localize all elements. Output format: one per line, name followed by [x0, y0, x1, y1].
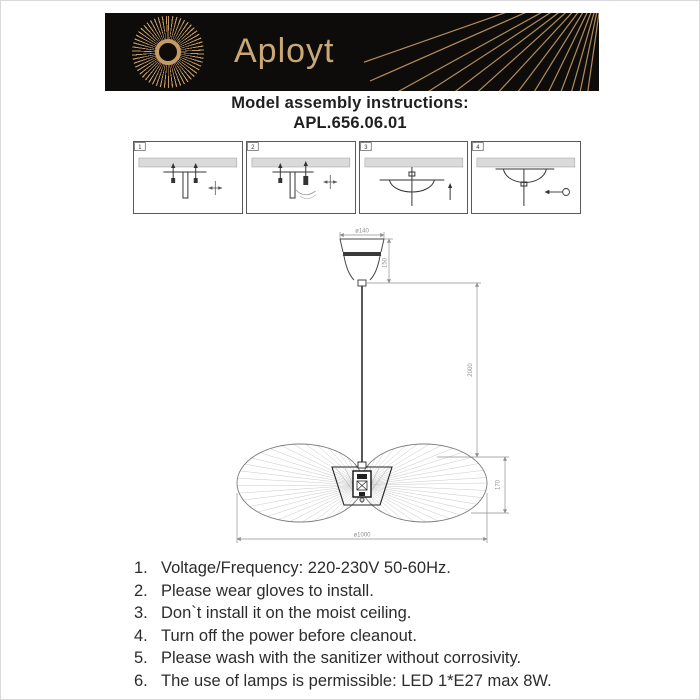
- assembly-step-1-diagram: [134, 142, 242, 213]
- ceiling-surface: [139, 158, 237, 167]
- item-text: Turn off the power before cleanout.: [161, 626, 417, 645]
- item-number: 6.: [134, 671, 148, 690]
- pendant-lamp-drawing: [141, 227, 571, 551]
- dim-canopy-height: 150: [382, 257, 389, 269]
- assembly-step-3-diagram: [360, 142, 468, 213]
- item-number: 1.: [134, 559, 148, 577]
- step-number-badge: 3: [363, 144, 368, 152]
- title-block: [1, 94, 699, 133]
- item-number: 2.: [134, 581, 148, 600]
- assembly-step-panel-2: [246, 141, 356, 214]
- list-item: [134, 670, 584, 693]
- list-item: [134, 625, 584, 648]
- socket-assembly: [332, 462, 392, 505]
- dim-shade-height: 170: [495, 479, 502, 491]
- rays-decoration-icon: [364, 13, 599, 91]
- instructions-list: [134, 557, 584, 693]
- list-item: [134, 647, 584, 670]
- model-number: APL.656.06.01: [293, 114, 407, 132]
- dim-suspension-height: 2000: [468, 363, 474, 377]
- item-number: 3.: [134, 604, 148, 623]
- item-text: Please wear gloves to install.: [161, 581, 374, 600]
- brand-wordmark: Aployt: [234, 32, 335, 70]
- step-number-badge: 2: [250, 144, 255, 152]
- item-text: Voltage/Frequency: 220-230V 50-60Hz.: [161, 559, 451, 577]
- assembly-step-panel-1: [133, 141, 243, 214]
- ceiling-surface: [252, 158, 350, 167]
- assembly-panels: [133, 141, 581, 214]
- item-number: 5.: [134, 649, 148, 668]
- step-number-badge: 4: [476, 144, 480, 152]
- canopy-outline: [340, 239, 384, 286]
- item-text: Please wash with the sanitizer without corrosivity.: [161, 649, 522, 668]
- item-number: 4.: [134, 626, 148, 645]
- list-item: [134, 557, 584, 580]
- assembly-step-panel-4: [471, 141, 581, 214]
- technical-drawing: [141, 227, 571, 551]
- list-item: [134, 580, 584, 603]
- dim-shade-diameter: ø1000: [353, 532, 371, 539]
- assembly-step-4-diagram: [472, 142, 580, 213]
- ceiling-surface: [364, 158, 462, 167]
- brand-banner: [105, 13, 599, 91]
- page-title: Model assembly instructions:: [231, 94, 469, 112]
- sunburst-logo-icon: [132, 16, 204, 88]
- item-text: Don`t install it on the moist ceiling.: [161, 604, 412, 623]
- dim-canopy-diameter: ø140: [355, 228, 369, 235]
- assembly-step-2-diagram: [247, 142, 355, 213]
- step-number-badge: 1: [138, 144, 142, 152]
- ceiling-surface: [477, 158, 575, 167]
- list-item: [134, 602, 584, 625]
- item-text: The use of lamps is permissible: LED 1*E27 max 8W.: [161, 671, 552, 690]
- canopy-ring: [343, 252, 381, 256]
- assembly-step-panel-3: [359, 141, 469, 214]
